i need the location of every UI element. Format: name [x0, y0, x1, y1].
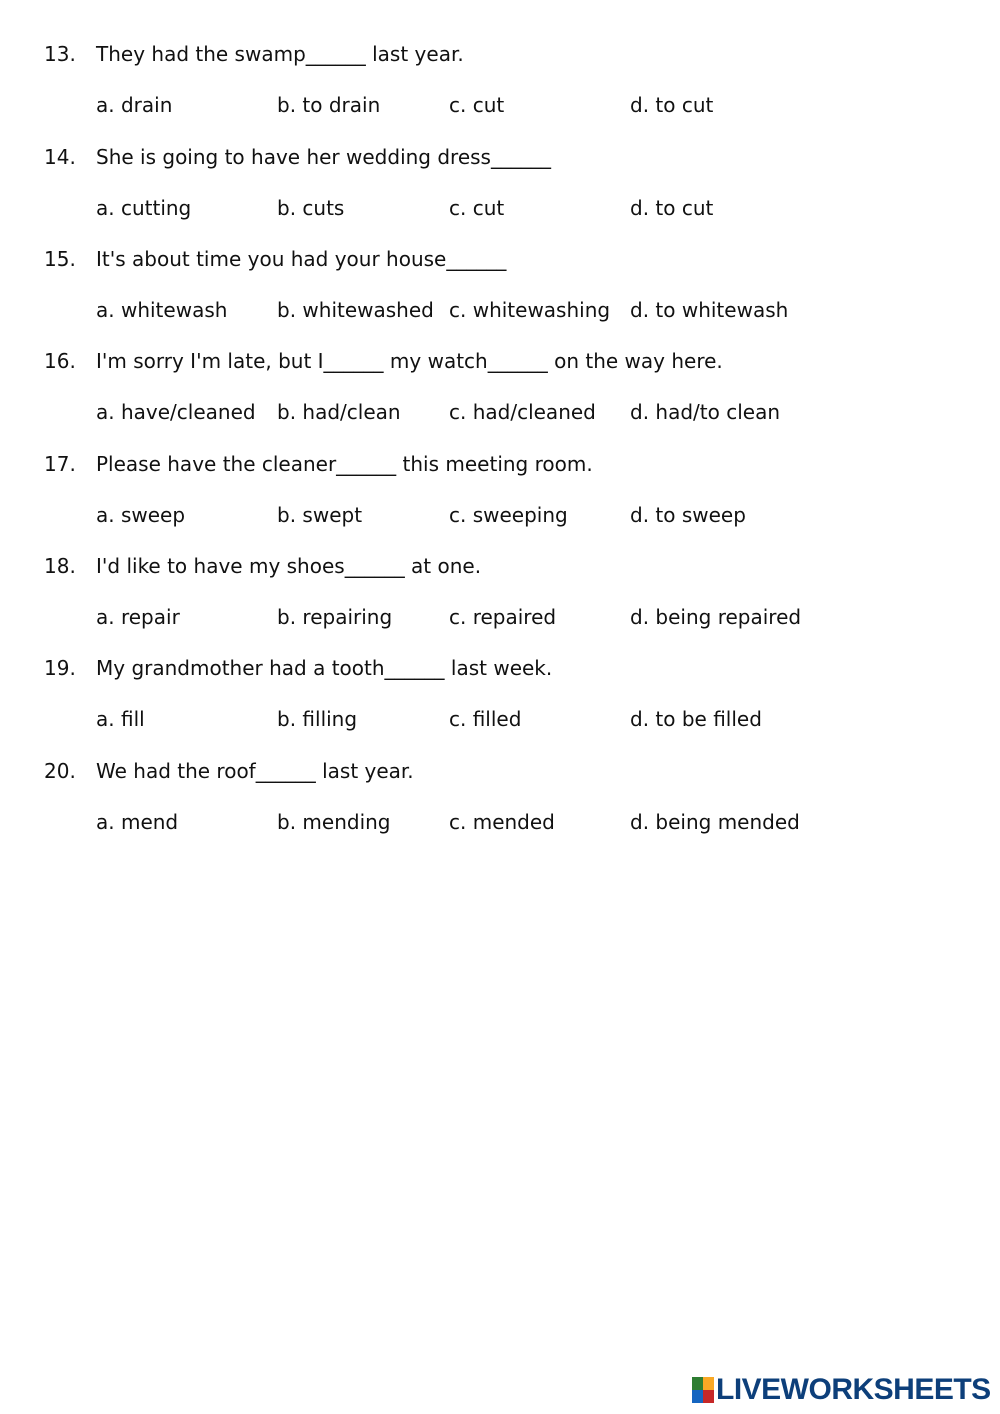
liveworksheets-logo-icon — [692, 1377, 714, 1403]
question-text: I'd like to have my shoes______ at one. — [96, 554, 482, 578]
question-text: She is going to have her wedding dress______ — [96, 145, 551, 169]
answer-options — [0, 193, 1000, 223]
option-b[interactable]: b. had/clean — [277, 400, 401, 424]
question-number: 19. — [44, 656, 76, 680]
question-text: They had the swamp______ last year. — [96, 42, 464, 66]
option-d[interactable]: d. being repaired — [630, 605, 802, 629]
answer-options — [0, 602, 1000, 632]
option-b[interactable]: b. filling — [277, 707, 358, 731]
question-number: 17. — [44, 452, 76, 476]
option-d[interactable]: d. to be filled — [630, 707, 762, 731]
option-a[interactable]: a. drain — [96, 93, 173, 117]
option-b[interactable]: b. whitewashed — [277, 298, 434, 322]
option-a[interactable]: a. fill — [96, 707, 145, 731]
question-text: I'm sorry I'm late, but I______ my watch______ on the way here. — [96, 349, 723, 373]
question-text: Please have the cleaner______ this meeting room. — [96, 452, 593, 476]
liveworksheets-brand[interactable] — [692, 1372, 992, 1408]
question-number: 16. — [44, 349, 76, 373]
option-a[interactable]: a. sweep — [96, 503, 186, 527]
option-d[interactable]: d. had/to clean — [630, 400, 780, 424]
answer-options — [0, 500, 1000, 530]
option-c[interactable]: c. cut — [449, 196, 505, 220]
option-c[interactable]: c. mended — [449, 810, 555, 834]
option-d[interactable]: d. to cut — [630, 93, 714, 117]
option-d[interactable]: d. to sweep — [630, 503, 746, 527]
option-c[interactable]: c. sweeping — [449, 503, 568, 527]
option-a[interactable]: a. repair — [96, 605, 180, 629]
question-text: It's about time you had your house______ — [96, 247, 507, 271]
question-number: 18. — [44, 554, 76, 578]
question-number: 20. — [44, 759, 76, 783]
question-number: 15. — [44, 247, 76, 271]
option-a[interactable]: a. whitewash — [96, 298, 228, 322]
answer-options — [0, 90, 1000, 120]
option-d[interactable]: d. to whitewash — [630, 298, 789, 322]
option-b[interactable]: b. repairing — [277, 605, 393, 629]
answer-options — [0, 807, 1000, 837]
option-b[interactable]: b. to drain — [277, 93, 381, 117]
question-number: 13. — [44, 42, 76, 66]
question-text: My grandmother had a tooth______ last week. — [96, 656, 553, 680]
option-c[interactable]: c. cut — [449, 93, 505, 117]
answer-options — [0, 397, 1000, 427]
option-b[interactable]: b. mending — [277, 810, 391, 834]
option-b[interactable]: b. swept — [277, 503, 363, 527]
option-d[interactable]: d. being mended — [630, 810, 800, 834]
option-b[interactable]: b. cuts — [277, 196, 345, 220]
option-a[interactable]: a. mend — [96, 810, 179, 834]
brand-name: LIVEWORKSHEETS — [716, 1373, 991, 1406]
answer-options — [0, 704, 1000, 734]
option-c[interactable]: c. whitewashing — [449, 298, 611, 322]
option-d[interactable]: d. to cut — [630, 196, 714, 220]
option-c[interactable]: c. had/cleaned — [449, 400, 596, 424]
option-c[interactable]: c. filled — [449, 707, 522, 731]
option-a[interactable]: a. cutting — [96, 196, 192, 220]
question-number: 14. — [44, 145, 76, 169]
option-a[interactable]: a. have/cleaned — [96, 400, 256, 424]
question-text: We had the roof______ last year. — [96, 759, 414, 783]
answer-options — [0, 295, 1000, 325]
option-c[interactable]: c. repaired — [449, 605, 557, 629]
